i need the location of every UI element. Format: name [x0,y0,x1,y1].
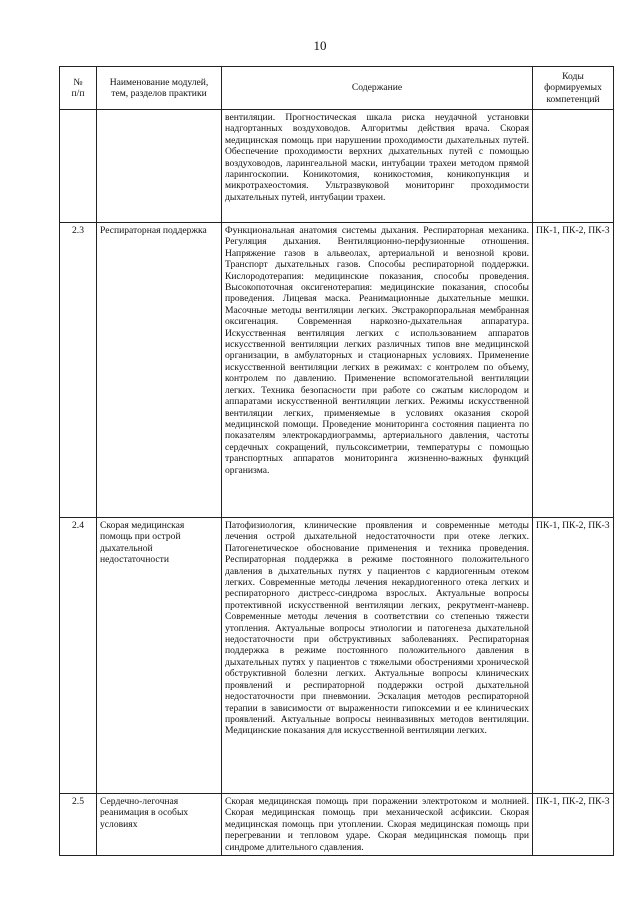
row-module-title: Сердечно-легочная реанимация в особых условиях [97,794,222,856]
row-number: 2.3 [60,223,97,518]
row-content: Скорая медицинская помощь при поражении электротоком и молнией. Скорая медицинская помощь при механической асфиксии. Скорая медицинская помощь при утоплении. Скорая медицинская помощь при перегревании и тепловом ударе. Скорая медицинская помощь при синдроме длительного сдавления. [222,794,533,856]
row-content: Патофизиология, клинические проявления и современные методы лечения острой дыхательной недостаточности при отеке легких. Патогенетическое обоснование применения и техника проведения. Респираторная поддержка в режиме постоянного положительного давления в дыхательных путях у пациентов с кардиогенным отеком легких. Современные методы лечения некардиогенного отека легких и респираторного дистресс-синдрома взрослых. Актуальные вопросы протективной искусственной вентиляции легких, рекрутмент-маневр. Современные методы лечения в соответствии со степенью тяжести утопления. Актуальные вопросы этиологии и патогенеза дыхательной недостаточности при обструктивных заболеваниях. Респираторная поддержка в режиме постоянного положительного давления в дыхательных путях у пациентов с тяжелыми обострениями хронической обструктивной болезни легких. Актуальные вопросы клинических проявлений и респираторной поддержки острой дыхательной недостаточности при пневмонии. Эскалация методов респираторной терапии в зависимости от выраженности гипоксемии и ее клинических проявлений. Актуальные вопросы неинвазивных методов вентиляции. Медицинские показания для искусственной вентиляции легких. [222,518,533,794]
table-header-row [60,67,614,110]
header-content [222,67,533,110]
row-module-title [97,110,222,223]
row-number [60,110,97,223]
header-number [60,67,97,110]
row-content: вентиляции. Прогностическая шкала риска неудачной установки надгортанных воздуховодов. Алгоритмы действия врача. Скорая медицинская помощь при нарушении проходимости дыхательных путей. Обеспечение проходимости верхних дыхательных путей с помощью воздуховодов, ларингеальной маски, интубации трахеи методом прямой ларингоскопии. Коникотомия, коникостомия, коникопункция и микротрахеостомия. Ультразвуковой мониторинг проходимости дыхательных путей, интубации трахеи. [222,110,533,223]
header-codes [533,67,614,110]
row-competence-codes: ПК-1, ПК-2, ПК-3 [533,794,614,856]
row-number: 2.5 [60,794,97,856]
row-competence-codes: ПК-1, ПК-2, ПК-3 [533,518,614,794]
curriculum-table [59,66,614,856]
row-competence-codes [533,110,614,223]
table-row [60,518,614,794]
page-number: 10 [313,38,327,53]
header-codes-label: Коды формируемых компетенций [544,70,602,105]
row-number: 2.4 [60,518,97,794]
row-module-title: Скорая медицинская помощь при острой дыхательной недостаточности [97,518,222,794]
table-row [60,223,614,518]
header-module [97,67,222,110]
header-module-label: Наименование модулей, тем, разделов практики [109,76,209,99]
table-row [60,794,614,856]
row-competence-codes: ПК-1, ПК-2, ПК-3 [533,223,614,518]
table-row [60,110,614,223]
header-content-label: Содержание [351,82,403,94]
row-content: Функциональная анатомия системы дыхания. Респираторная механика. Регуляция дыхания. Вентиляционно-перфузионные отношения. Напряжение газов в альвеолах, артериальной и венозной крови. Транспорт дыхательных газов. Способы респираторной поддержки. Кислородотерапия: медицинские показания, способы проведения. Высокопоточная оксигенотерапия: медицинские показания, способы проведения. Лицевая маска. Реанимационные дыхательные мешки. Масочные методы вентиляции легких. Экстракорпоральная мембранная оксигенация. Современная наркозно-дыхательная аппаратура. Искусственная вентиляция легких с использованием аппаратов искусственной вентиляции легких различных типов вне медицинской организации, в амбулаторных и стационарных условиях. Применение искусственной вентиляции легких в режимах: с контролем по объему, контролем по давлению. Применение вспомогательной вентиляции легких. Техника безопасности при работе со сжатым кислородом и аппаратами искусственной вентиляции легких. Режимы искусственной вентиляции легких, применяемые в условиях оказания скорой медицинской помощи. Проведение мониторинга состояния пациента по показателям электрокардиограммы, артериального давления, частоты сердечных сокращений, пульсоксиметрии, температуры с помощью транспортных аппаратов мониторинга жизненно-важных функций организма. [222,223,533,518]
row-module-title: Респираторная поддержка [97,223,222,518]
header-number-label: № п/п [71,76,85,99]
